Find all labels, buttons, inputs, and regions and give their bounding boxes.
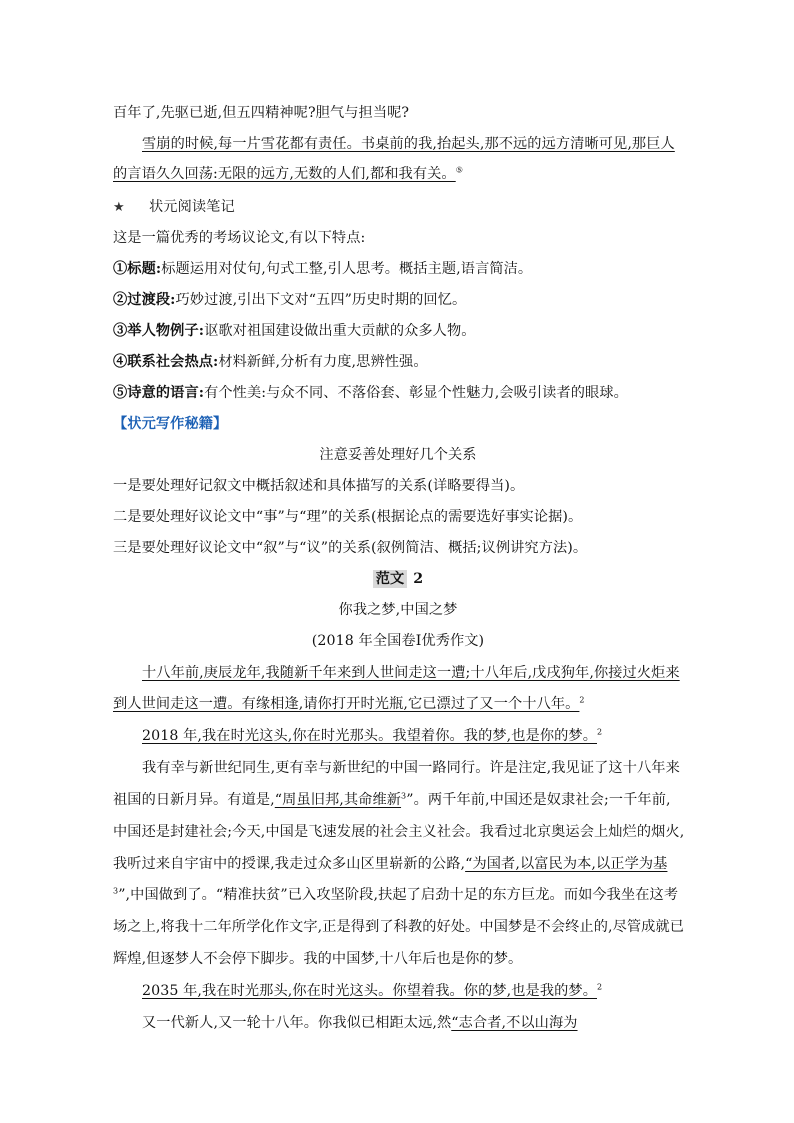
text: 又一代新人,又一轮十八年。你我似已相距太远,然 — [142, 1015, 452, 1031]
para-line — [113, 228, 683, 248]
notes-heading — [113, 197, 683, 218]
para-line: 辉煌,但逐梦人不会停下脚步。我的中国梦,十八年后也是你的梦。 — [113, 951, 523, 967]
note-item — [113, 290, 683, 310]
star-icon: ★ — [113, 200, 125, 215]
note-item — [113, 259, 683, 279]
text: 这是一篇优秀的考场议论文,有以下特点: — [113, 230, 366, 246]
para-line — [113, 790, 683, 810]
text: 2018 年,我在时光这头,你在时光那头。我望着你。我的梦,也是你的梦。 — [142, 728, 597, 744]
text: 雪崩的时候,每一片雪花都有责任。书桌前的我,抬起头,那不远的远方清晰可见,那巨人 — [142, 136, 675, 152]
essay-source: (2018 年全国卷Ⅰ优秀作文) — [311, 633, 485, 649]
text: 到人世间走这一遭。有缘相逢,请你打开时光瓶,它已漂过了又一个十八年。 — [113, 696, 580, 712]
footnote-mark: ⑤ — [455, 165, 463, 175]
para-line — [113, 103, 683, 123]
para-line: 三是要处理好议论文中“叙”与“议”的关系(叙例简洁、概括;议例讲究方法)。 — [113, 540, 588, 556]
para-line — [113, 854, 683, 874]
note-label: ③举人物例子: — [113, 323, 205, 339]
notes-title: 状元阅读笔记 — [149, 199, 235, 215]
para-line: 一是要处理好记叙文中概括叙述和具体描写的关系(详略要得当)。 — [113, 478, 525, 494]
footnote-mark: 3 — [113, 886, 119, 896]
text: ”,中国做到了。“精准扶贫”已入攻坚阶段,扶起了启劲十足的东方巨龙。而如今我坐在这考 — [118, 887, 679, 903]
para-line: 中国还是封建社会;今天,中国是飞速发展的社会主义社会。我看过北京奥运会上灿烂的烟火, — [113, 824, 685, 840]
footnote-mark: 2 — [597, 982, 603, 992]
note-text: 巧妙过渡,引出下文对“五四”历史时期的回忆。 — [175, 292, 467, 308]
text: 祖国的日新月异。有道是, — [113, 792, 275, 808]
essay-title: 你我之梦,中国之梦 — [338, 602, 458, 618]
text: 的言语久久回荡:无限的远方,无数的人们,都和我有关。 — [113, 166, 456, 182]
para-line — [113, 164, 683, 184]
sample-label — [113, 569, 683, 589]
note-text: 材料新鲜,分析有力度,思辨性强。 — [218, 354, 428, 370]
para-line: 我有幸与新世纪同生,更有幸与新世纪的中国一路同行。许是注定,我见证了这十八年来 — [142, 760, 680, 776]
footnote-mark: 2 — [579, 695, 585, 705]
para-line — [142, 134, 683, 154]
text: ”。两千年前,中国还是奴隶社会;一千年前, — [406, 792, 671, 808]
sample-tag: 范文 — [373, 570, 408, 588]
note-label: ⑤诗意的语言: — [113, 385, 205, 401]
note-text: 有个性美:与众不同、不落俗套、彰显个性魅力,会吸引读者的眼球。 — [204, 385, 628, 401]
para-line — [142, 981, 683, 1001]
quote: “为国者,以富民为本,以正学为基 — [465, 856, 668, 872]
note-label: ②过渡段: — [113, 292, 176, 308]
note-item — [113, 352, 683, 372]
quote: “周虽旧邦,其命维新 — [274, 792, 402, 808]
text: 2035 年,我在时光那头,你在时光这头。你望着我。你的梦,也是我的梦。 — [142, 983, 597, 999]
para-line — [113, 694, 683, 714]
footnote-mark: 2 — [597, 727, 603, 737]
text: 我听过来自宇宙中的授课,我走过众多山区里崭新的公路, — [113, 856, 466, 872]
note-item — [113, 321, 683, 341]
section-heading: 注意妥善处理好几个关系 — [319, 447, 477, 463]
para-line — [113, 885, 683, 905]
para-line: 十八年前,庚辰龙年,我随新千年来到人世间走这一遭;十八年后,戊戌狗年,你接过火炬来 — [142, 665, 680, 681]
note-label: ①标题: — [113, 261, 162, 277]
text: 百年了,先驱已逝,但五四精神呢?胆气与担当呢? — [113, 105, 410, 121]
para-line: 二是要处理好议论文中“事”与“理”的关系(根据论点的需要选好事实论据)。 — [113, 509, 583, 525]
note-label: ④联系社会热点: — [113, 354, 219, 370]
note-item — [113, 383, 683, 403]
footnote-mark: 3 — [401, 791, 407, 801]
quote: “志合者,不以山海为 — [451, 1015, 578, 1031]
note-text: 讴歌对祖国建设做出重大贡献的众多人物。 — [204, 323, 476, 339]
para-line — [142, 1013, 683, 1033]
note-text: 标题运用对仗句,句式工整,引人思考。概括主题,语言简洁。 — [161, 261, 533, 277]
section-title: 【状元写作秘籍】 — [113, 416, 228, 432]
sample-number: 2 — [413, 571, 424, 587]
para-line: 场之上,将我十二年所学化作文字,正是得到了科教的好处。中国梦是不会终止的,尽管成就已 — [113, 919, 685, 935]
para-line — [142, 726, 683, 746]
